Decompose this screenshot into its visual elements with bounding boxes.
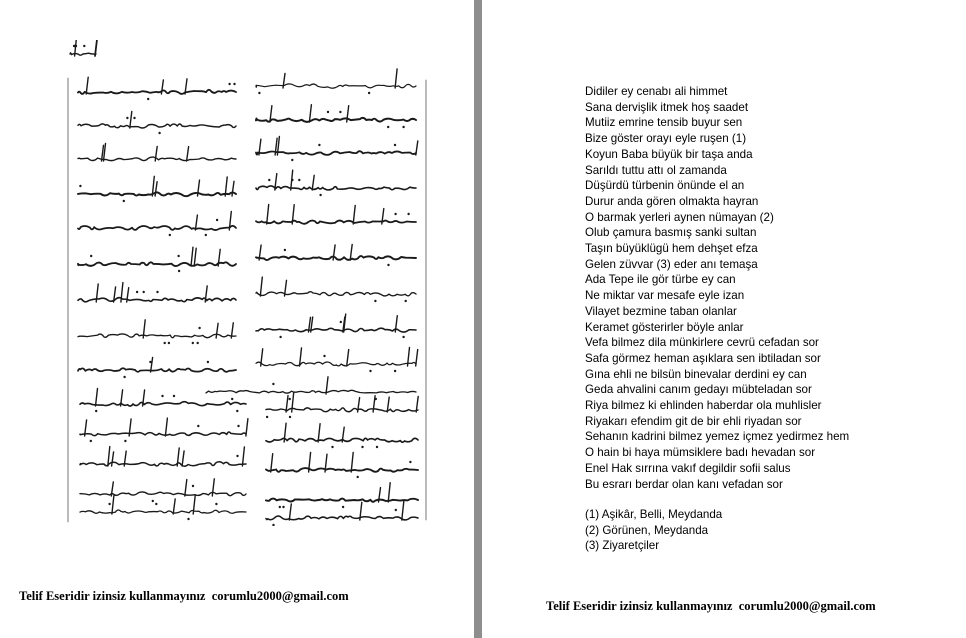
manuscript-dot: [231, 398, 233, 400]
manuscript-stroke: [256, 328, 416, 332]
manuscript-dot: [319, 194, 321, 196]
manuscript-stroke: [326, 377, 328, 394]
manuscript-stroke: [260, 277, 262, 296]
manuscript-stroke: [80, 492, 246, 496]
manuscript-dot: [272, 524, 274, 526]
manuscript-stroke: [78, 124, 236, 128]
manuscript-stroke: [155, 182, 157, 196]
manuscript-stroke: [78, 334, 236, 338]
footnote-line: (1) Aşikâr, Belli, Meydanda: [585, 508, 723, 521]
manuscript-stroke: [173, 499, 175, 514]
manuscript-dot: [323, 355, 325, 357]
manuscript-stroke: [182, 451, 184, 466]
manuscript-dot: [289, 398, 291, 400]
manuscript-dot: [147, 98, 149, 100]
manuscript-stroke: [291, 170, 293, 190]
manuscript-dot: [143, 291, 145, 293]
manuscript-dot: [108, 503, 110, 505]
manuscript-stroke: [416, 350, 418, 366]
manuscript-stroke: [416, 141, 418, 155]
manuscript-dot: [268, 179, 270, 181]
manuscript-stroke: [187, 147, 189, 161]
poem-transcription: [585, 84, 849, 492]
manuscript-dot: [164, 342, 166, 344]
manuscript-dot: [123, 200, 125, 202]
manuscript-dot: [124, 440, 126, 442]
manuscript-dot: [284, 249, 286, 251]
manuscript-image: [56, 40, 430, 526]
verse-line: O hain bi haya mümsiklere badı hevadan sor: [585, 446, 816, 460]
manuscript-dot: [394, 370, 396, 372]
manuscript-dot: [155, 503, 157, 505]
manuscript-dot: [387, 126, 389, 128]
verse-line: Vilayet bezmine taban olanlar: [585, 304, 737, 318]
manuscript-stroke: [206, 390, 416, 393]
manuscript-stroke: [80, 402, 246, 406]
manuscript-dot: [197, 342, 199, 344]
left-page: [0, 0, 474, 638]
manuscript-stroke: [194, 248, 196, 266]
manuscript-stroke: [78, 298, 236, 302]
manuscript-stroke: [318, 424, 320, 442]
verse-line: Durur anda gören olmakta hayran: [585, 194, 759, 208]
manuscript-stroke: [402, 502, 404, 521]
manuscript-dot: [197, 425, 199, 427]
manuscript-dot: [331, 446, 333, 448]
manuscript-stroke: [266, 408, 418, 412]
manuscript-stroke: [242, 447, 244, 466]
manuscript-dot: [178, 270, 180, 272]
verse-line: Keramet gösterirler böyle anlar: [585, 320, 744, 334]
manuscript-dot: [173, 395, 175, 397]
manuscript-dot: [402, 336, 404, 338]
manuscript-dot: [266, 416, 268, 418]
left-footer: Telif Eseridir izinsiz kullanmayınız corumlu2000@gmail.com: [19, 589, 349, 603]
verse-line: Enel Hak sırrına vakıf degildir sofii salus: [585, 461, 791, 475]
manuscript-stroke: [256, 362, 416, 366]
verse-line: Taşın büyüklügü hem dehşet efza: [585, 242, 758, 256]
manuscript-stroke: [256, 118, 416, 122]
manuscript-dot: [282, 506, 284, 508]
manuscript-stroke: [256, 151, 416, 155]
verse-line: Bize göster orayı eyle ruşen (1): [585, 132, 747, 146]
manuscript-stroke: [191, 247, 193, 266]
manuscript-stroke: [309, 105, 311, 122]
manuscript-stroke: [289, 504, 291, 520]
manuscript-dot: [407, 213, 409, 215]
manuscript-stroke: [388, 483, 390, 502]
manuscript-dot: [236, 455, 238, 457]
manuscript-stroke: [256, 84, 416, 88]
manuscript-dot: [79, 185, 81, 187]
manuscript-stroke: [96, 389, 98, 407]
manuscript-dot: [318, 144, 320, 146]
manuscript-dot: [279, 336, 281, 338]
manuscript-stroke: [347, 350, 349, 366]
manuscript-dot: [192, 485, 194, 487]
manuscript-stroke: [112, 452, 114, 466]
manuscript-dot: [409, 461, 411, 463]
manuscript-dot: [90, 255, 92, 257]
manuscript-stroke: [353, 206, 355, 225]
manuscript-dot: [158, 132, 160, 134]
manuscript-dot: [291, 159, 293, 161]
verse-line: Koyun Baba büyük bir taşa anda: [585, 147, 753, 161]
verse-line: Bu esrarı berdar olan kanı vefadan sor: [585, 477, 783, 491]
footnote-line: (3) Ziyaretçiler: [585, 539, 660, 553]
manuscript-stroke: [256, 292, 416, 296]
manuscript-stroke: [256, 221, 416, 224]
manuscript-stroke: [312, 175, 314, 190]
manuscript-stroke: [395, 69, 397, 88]
manuscript-dot: [394, 213, 396, 215]
manuscript-stroke: [285, 280, 287, 296]
verse-line: Riya bilmez ki ehlinden haberdar ola muhlisler: [585, 399, 822, 413]
verse-line: Riyakarı efendim git de bir ehli riyadan sor: [585, 414, 802, 428]
manuscript-dot: [75, 45, 77, 47]
manuscript-dot: [123, 376, 125, 378]
manuscript-stroke: [212, 479, 214, 496]
verse-line: Ada Tepe ile gör türbe ey can: [585, 273, 736, 287]
manuscript-dot: [149, 361, 151, 363]
manuscript-stroke: [78, 90, 236, 94]
manuscript-stroke: [351, 452, 353, 472]
verse-line: Gelen züvvar (3) eder anı temaşa: [585, 257, 758, 271]
verse-line: Sehanın kadrini bilmez yemez içmez yedirmez hem: [585, 430, 850, 444]
verse-line: O barmak yerleri aynen nümayan (2): [585, 210, 774, 224]
manuscript-dot: [340, 321, 342, 323]
manuscript-dot: [395, 509, 397, 511]
footnote-line: (2) Görünen, Meydanda: [585, 523, 709, 537]
manuscript-dot: [215, 503, 217, 505]
manuscript-stroke: [256, 256, 416, 260]
manuscript-dot: [126, 117, 128, 119]
verse-line: Sana dervişlik itmek hoş saadet: [585, 100, 749, 114]
manuscript-dot: [161, 395, 163, 397]
manuscript-dot: [237, 425, 239, 427]
manuscript-dot: [228, 83, 230, 85]
manuscript-dot: [289, 416, 291, 418]
manuscript-dot: [177, 255, 179, 257]
manuscript-dot: [342, 506, 344, 508]
verse-line: Safa görmez heman aşıklara sen ibtiladan sor: [585, 351, 821, 365]
manuscript-stroke: [78, 192, 236, 196]
manuscript-stroke: [246, 419, 248, 436]
manuscript-dot: [405, 300, 407, 302]
verse-line: Vefa bilmez dila münkirlere cevrü cefadan sor: [585, 336, 819, 350]
manuscript-dot: [187, 518, 189, 520]
verse-line: Olub çamura basmış sanki sultan: [585, 226, 757, 240]
manuscript-dot: [152, 500, 154, 502]
manuscript-stroke: [80, 462, 246, 467]
manuscript-dot: [298, 179, 300, 181]
manuscript-dot: [258, 92, 260, 94]
right-footer: Telif Eseridir izinsiz kullanmayınız corumlu2000@gmail.com: [546, 599, 876, 613]
manuscript-dot: [357, 476, 359, 478]
manuscript-dot: [169, 234, 171, 236]
manuscript-stroke: [161, 80, 163, 94]
manuscript-stroke: [266, 499, 418, 502]
verse-line: Geda ahvalini canım gedayı mübteladan sor: [585, 383, 812, 397]
manuscript-dot: [192, 342, 194, 344]
page-gutter: [474, 0, 482, 638]
manuscript-stroke: [70, 53, 96, 55]
manuscript-dot: [168, 342, 170, 344]
manuscript-stroke: [185, 480, 187, 496]
manuscript-dot: [207, 361, 209, 363]
manuscript-dot: [233, 83, 235, 85]
manuscript-dot: [368, 92, 370, 94]
manuscript-dot: [374, 300, 376, 302]
manuscript-dot: [236, 410, 238, 412]
manuscript-stroke: [232, 181, 234, 196]
footnotes: [585, 507, 722, 554]
manuscript-scan: [56, 40, 430, 526]
manuscript-dot: [339, 111, 341, 113]
manuscript-stroke: [80, 510, 246, 513]
manuscript-dot: [156, 291, 158, 293]
manuscript-stroke: [256, 186, 416, 190]
manuscript-dot: [95, 410, 97, 412]
verse-line: Düşürdü türbenin önünde el an: [585, 179, 745, 193]
manuscript-stroke: [165, 418, 167, 436]
manuscript-stroke: [78, 262, 236, 266]
manuscript-stroke: [130, 112, 132, 129]
manuscript-dot: [136, 291, 138, 293]
verse-line: Mutiiz emrine tensib buyur sen: [585, 116, 743, 130]
manuscript-stroke: [267, 205, 269, 225]
manuscript-dot: [198, 327, 200, 329]
manuscript-stroke: [266, 468, 418, 472]
manuscript-dot: [133, 117, 135, 119]
verse-line: Didiler ey cenabı ali himmet: [585, 85, 728, 98]
manuscript-dot: [402, 126, 404, 128]
manuscript-stroke: [112, 496, 114, 514]
manuscript-dot: [361, 446, 363, 448]
right-page: [482, 0, 966, 638]
manuscript-dot: [83, 45, 85, 47]
manuscript-dot: [369, 370, 371, 372]
verse-line: Gına ehli ne bilsün binevalar derdini ey can: [585, 367, 807, 381]
manuscript-stroke: [80, 432, 246, 436]
verse-line: Ne miktar var mesafe eyle izan: [585, 289, 745, 303]
manuscript-stroke: [78, 368, 236, 372]
manuscript-dot: [90, 440, 92, 442]
manuscript-stroke: [216, 323, 218, 338]
manuscript-dot: [205, 234, 207, 236]
verse-line: Sarıldı tuttu attı ol zamanda: [585, 163, 727, 177]
manuscript-stroke: [86, 77, 88, 94]
manuscript-dot: [327, 111, 329, 113]
manuscript-dot: [387, 264, 389, 266]
manuscript-dot: [216, 219, 218, 221]
manuscript-dot: [272, 383, 274, 385]
manuscript-dot: [394, 144, 396, 146]
manuscript-dot: [376, 446, 378, 448]
manuscript-stroke: [78, 226, 236, 230]
manuscript-dot: [279, 506, 281, 508]
